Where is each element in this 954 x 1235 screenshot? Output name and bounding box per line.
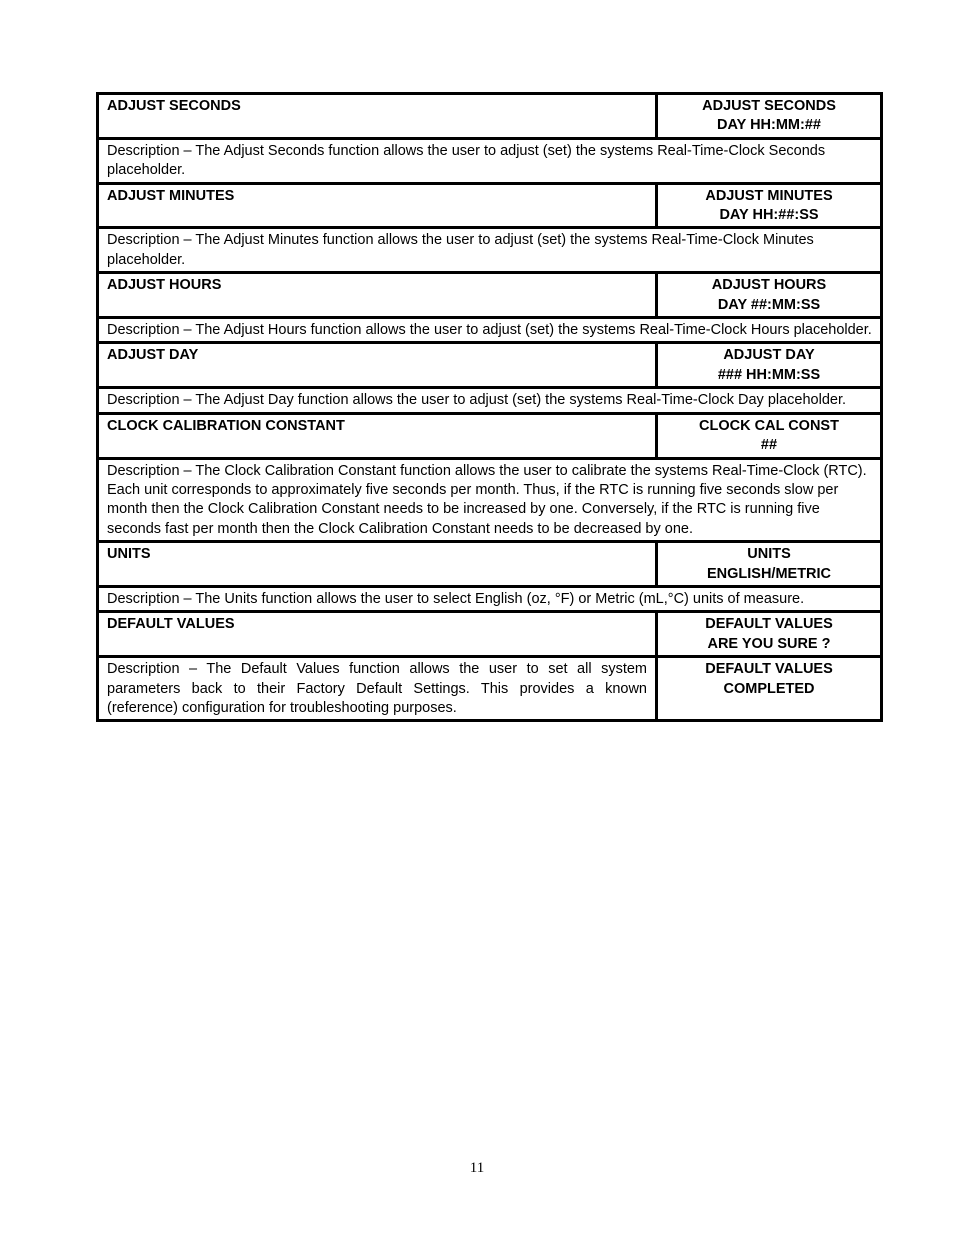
- function-header-row: [98, 612, 882, 657]
- function-title: UNITS: [98, 542, 657, 587]
- display-readout: [657, 413, 882, 458]
- function-header-row: [98, 542, 882, 587]
- function-description-row: [98, 138, 882, 183]
- display-line-1: UNITS: [747, 546, 791, 563]
- display-line-2: DAY HH:##:SS: [719, 207, 819, 224]
- function-header-row: [98, 183, 882, 228]
- display-line-1: CLOCK CAL CONST: [699, 417, 839, 434]
- function-title: ADJUST MINUTES: [98, 183, 657, 228]
- function-description: Description – The Clock Calibration Constant function allows the user to calibrate the systems Real-Time-Clock (RTC). Each unit corresponds to approximately five seconds per month. Thus, if the RTC is running five seconds slow per month then the Clock Calibration Constant needs to be increased by one. Conversely, if the RTC is running five seconds fast per month then the Clock Calibration Constant needs to be decreased by one.: [98, 458, 882, 542]
- function-header-row: [98, 413, 882, 458]
- function-title: DEFAULT VALUES: [98, 612, 657, 657]
- function-table: [96, 92, 883, 722]
- display-line-1: ADJUST SECONDS: [702, 98, 836, 114]
- function-description: Description – The Adjust Seconds function allows the user to adjust (set) the systems Real-Time-Clock Seconds placeholder.: [98, 138, 882, 183]
- function-description-row: [98, 318, 882, 343]
- display-line-1: ADJUST MINUTES: [705, 187, 833, 204]
- display-readout: [657, 183, 882, 228]
- display-readout: [657, 94, 882, 139]
- function-header-row: [98, 343, 882, 388]
- function-title: ADJUST DAY: [98, 343, 657, 388]
- display-line-2: ### HH:MM:SS: [717, 366, 821, 383]
- display-line-2: ARE YOU SURE ?: [707, 635, 831, 652]
- function-description-row: [98, 657, 882, 721]
- function-description-row: [98, 586, 882, 611]
- function-title: CLOCK CALIBRATION CONSTANT: [98, 413, 657, 458]
- function-description: Description – The Units function allows the user to select English (oz, °F) or Metric (mL,°C) units of measure.: [98, 586, 882, 611]
- display-line-2: ##: [760, 437, 778, 454]
- display-readout: [657, 612, 882, 657]
- completed-display-readout: [657, 657, 882, 721]
- display-line-2: ENGLISH/METRIC: [706, 565, 832, 582]
- function-title: ADJUST HOURS: [98, 273, 657, 318]
- function-header-row: [98, 94, 882, 139]
- function-description: Description – The Adjust Minutes function allows the user to adjust (set) the systems Real-Time-Clock Minutes placeholder.: [98, 228, 882, 273]
- display-readout: [657, 542, 882, 587]
- display-readout: [657, 273, 882, 318]
- function-description-row: [98, 388, 882, 413]
- function-description-row: [98, 228, 882, 273]
- function-description-row: [98, 458, 882, 542]
- display-readout: [657, 343, 882, 388]
- function-description: Description – The Adjust Day function allows the user to adjust (set) the systems Real-Time-Clock Day placeholder.: [98, 388, 882, 413]
- display-line-2: COMPLETED: [723, 680, 815, 697]
- display-line-2: DAY HH:MM:##: [717, 117, 821, 134]
- display-line-1: ADJUST HOURS: [711, 277, 827, 294]
- display-line-1: DEFAULT VALUES: [705, 616, 833, 633]
- display-line-1: DEFAULT VALUES: [705, 661, 833, 678]
- page-number: 11: [469, 1160, 485, 1176]
- display-line-1: ADJUST DAY: [723, 347, 815, 364]
- function-description: Description – The Default Values function allows the user to set all system parameters back to their Factory Default Settings. This provides a known (reference) configuration for troubleshooting purposes.: [98, 657, 657, 721]
- function-header-row: [98, 273, 882, 318]
- function-description: Description – The Adjust Hours function allows the user to adjust (set) the systems Real-Time-Clock Hours placeholder.: [98, 318, 882, 343]
- display-line-2: DAY ##:MM:SS: [717, 296, 821, 313]
- function-title: ADJUST SECONDS: [98, 94, 657, 139]
